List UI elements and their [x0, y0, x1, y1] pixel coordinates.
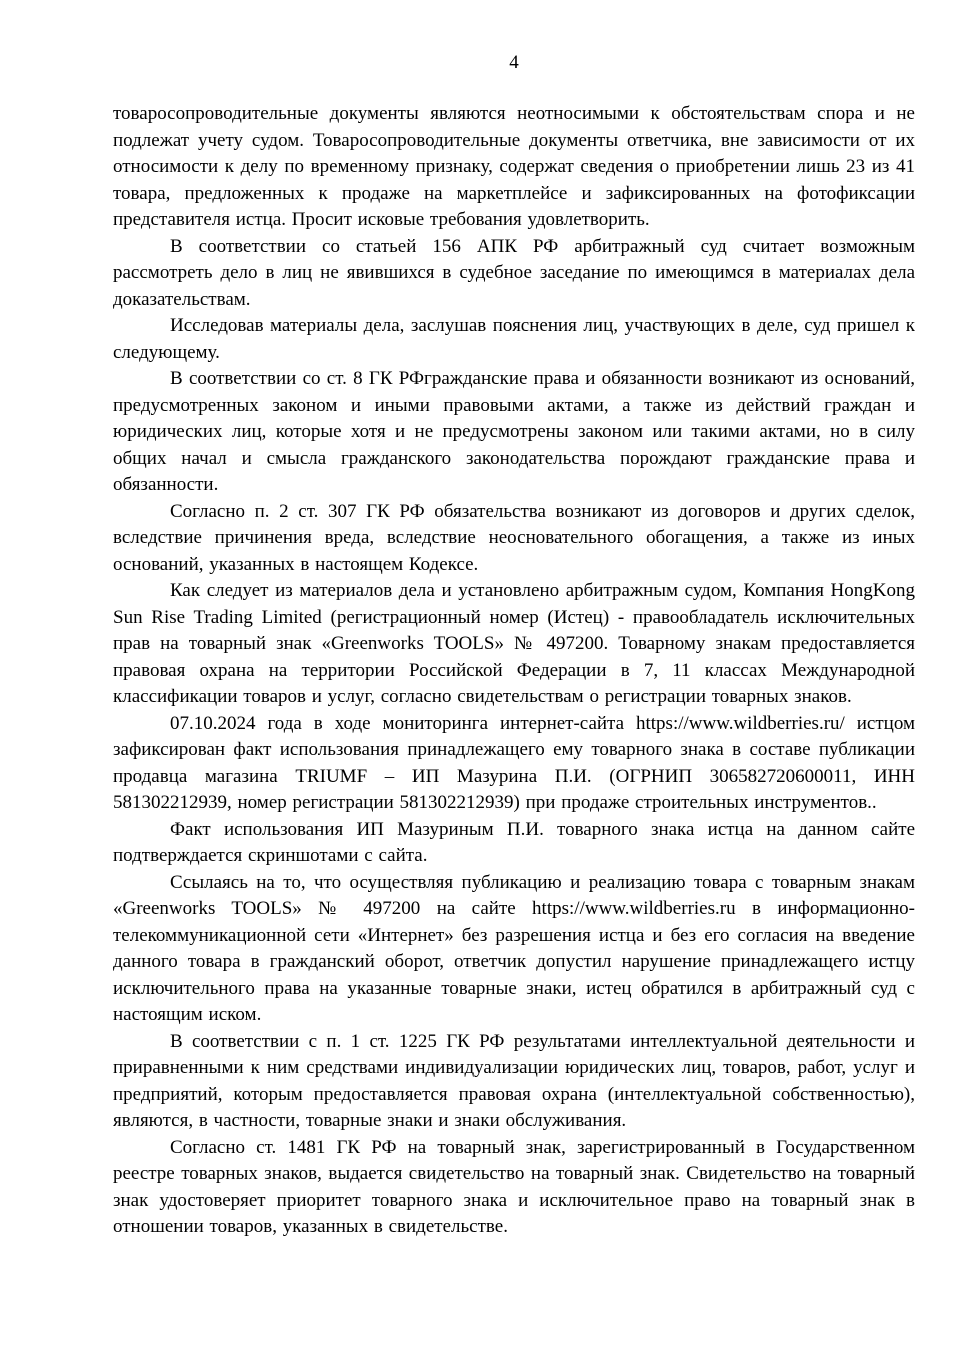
document-body: [113, 101, 915, 1241]
paragraph: В соответствии с п. 1 ст. 1225 ГК РФ результатами интеллектуальной деятельности и приравненными к ним средствами индивидуализации юридических лиц, товаров, работ, услуг и предприятий, которым предоставляется правовая охрана (интеллектуальной собственностью), являются, в частности, товарные знаки и знаки обслуживания.: [113, 1030, 915, 1131]
paragraph-continuation: товаросопроводительные документы являются неотносимыми к обстоятельствам спора и не подлежат учету судом. Товаросопроводительные документы ответчика, вне зависимости от их относимости к делу по временному признаку, содержат сведения о приобретении лишь 23 из 41 товара, предложенных к продаже на маркетплейсе и зафиксированных на фотофиксации представителя истца. Просит исковые требования удовлетворить.: [113, 103, 915, 230]
paragraph: В соответствии со ст. 8 ГК РФгражданские права и обязанности возникают из оснований, предусмотренных законом и иными правовыми актами, а также из действий граждан и юридических лиц, которые хотя и не предусмотрены законом или такими актами, но в силу общих начал и смысла гражданского законодательства порождают гражданские права и обязанности.: [113, 368, 915, 495]
page-number: 4: [509, 52, 519, 73]
paragraph: Исследовав материалы дела, заслушав пояснения лиц, участвующих в деле, суд пришел к следующему.: [113, 315, 915, 363]
paragraph: Согласно п. 2 ст. 307 ГК РФ обязательства возникают из договоров и других сделок, вследствие причинения вреда, вследствие неосновательного обогащения, а также из иных оснований, указанных в настоящем Кодексе.: [113, 500, 915, 575]
paragraph: В соответствии со статьей 156 АПК РФ арбитражный суд считает возможным рассмотреть дело в лиц не явившихся в судебное заседание по имеющимся в материалах дела доказательствам.: [113, 235, 915, 310]
paragraph: 07.10.2024 года в ходе мониторинга интернет-сайта https://www.wildberries.ru/ истцом зафиксирован факт использования принадлежащего ему товарного знака в составе публикации продавца магазина TRIUMF – ИП Мазурина П.И. (ОГРНИП 306582720600011, ИНН 581302212939, номер регистрации 581302212939) при продаже строительных инструментов..: [113, 712, 915, 813]
paragraph: Как следует из материалов дела и установлено арбитражным судом, Компания HongKong Sun Rise Trading Limited (регистрационный номер (Истец) - правообладатель исключительных прав на товарный знак «Greenworks TOOLS» № 497200. Товарному знакам предоставляется правовая охрана на территории Российской Федерации в 7, 11 классах Международной классификации товаров и услуг, согласно свидетельствам о регистрации товарных знаков.: [113, 580, 915, 707]
paragraph: Ссылаясь на то, что осуществляя публикацию и реализацию товара с товарным знакам «Greenworks TOOLS» № 497200 на сайте https://www.wildberries.ru в информационно-телекоммуникационной сети «Интернет» без разрешения истца и без его согласия на введение данного товара в гражданский оборот, ответчик допустил нарушение принадлежащего истцу исключительного права на указанные товарные знаки, истец обратился в арбитражный суд с настоящим иском.: [113, 871, 915, 1025]
paragraph: Согласно ст. 1481 ГК РФ на товарный знак, зарегистрированный в Государственном реестре товарных знаков, выдается свидетельство на товарный знак. Свидетельство на товарный знак удостоверяет приоритет товарного знака и исключительное право на товарный знак в отношении товаров, указанных в свидетельстве.: [113, 1136, 915, 1237]
paragraph: Факт использования ИП Мазуриным П.И. товарного знака истца на данном сайте подтверждается скриншотами с сайта.: [113, 818, 915, 866]
